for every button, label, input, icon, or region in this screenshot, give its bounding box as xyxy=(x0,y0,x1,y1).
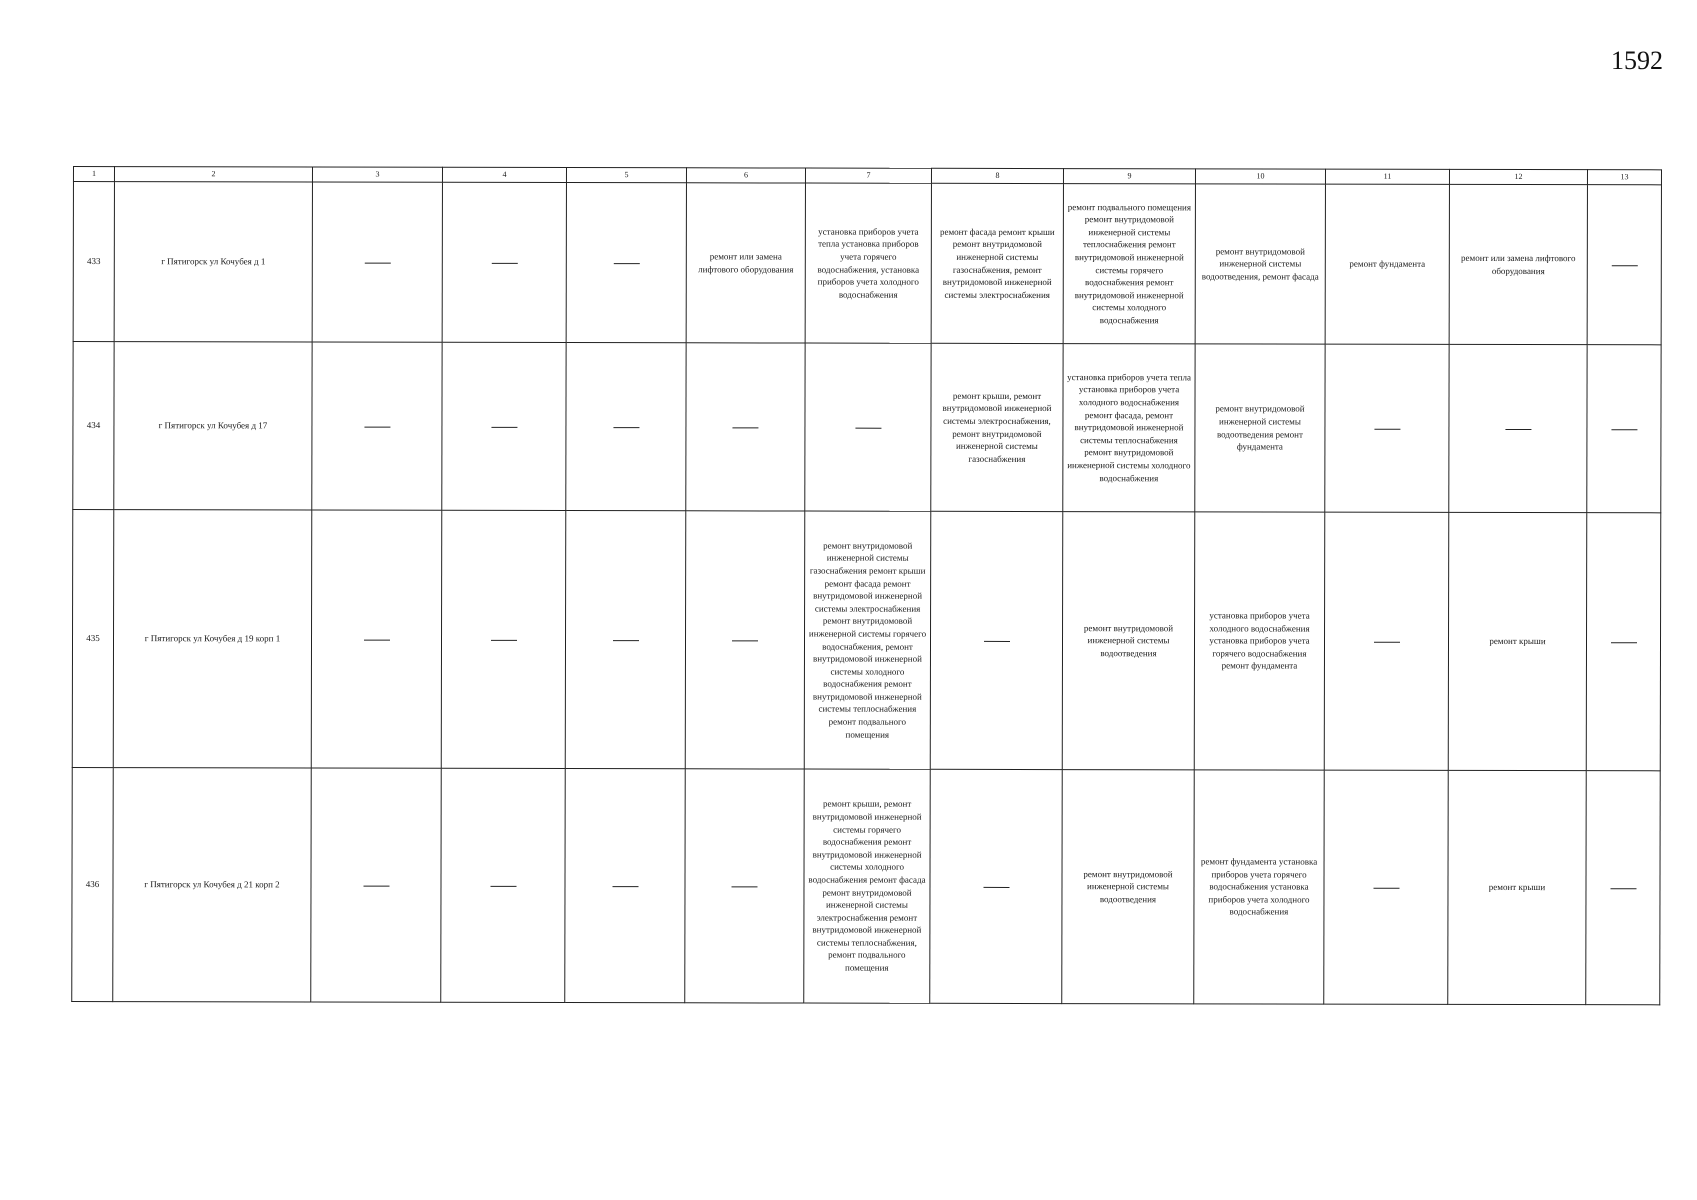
cell-dash xyxy=(311,510,442,768)
work-text: ремонт внутридомовой инженерной системы водоотведения, ремонт фасада xyxy=(1201,246,1319,282)
work-text: ремонт внутридомовой инженерной системы водоотведения ремонт фундамента xyxy=(1215,403,1305,452)
cell-dash xyxy=(566,343,686,511)
cell-dash xyxy=(1586,771,1660,1005)
column-header: 3 xyxy=(312,167,442,182)
cell-dash xyxy=(686,343,805,511)
dash-mark xyxy=(1373,887,1399,888)
cell-dash xyxy=(1325,344,1449,512)
repair-plan-table xyxy=(71,166,1662,1005)
dash-mark xyxy=(612,886,638,887)
dash-mark xyxy=(490,886,516,887)
cell-dash xyxy=(805,343,931,511)
cell-dash xyxy=(441,510,566,768)
work-text: ремонт или замена лифтового оборудования xyxy=(1461,252,1576,276)
cell-work xyxy=(931,343,1063,511)
cell-work xyxy=(805,183,931,343)
dash-mark xyxy=(613,263,639,264)
cell-dash xyxy=(1587,185,1661,345)
cell-dash xyxy=(685,511,805,769)
dash-mark xyxy=(364,639,390,640)
dash-mark xyxy=(491,640,517,641)
cell-dash xyxy=(1587,345,1661,513)
work-text: ремонт подвального помещения ремонт внутридомовой инженерной системы теплоснабжения ремонт внутридомовой инженерной системы горячего водоснабжения ремонт внутридомовой инженерной системы холодного водоснабжения xyxy=(1067,201,1192,326)
work-text: установка приборов учета холодного водоснабжения установка приборов учета горячего водоснабжения ремонт фундамента xyxy=(1209,610,1310,671)
cell-work xyxy=(1063,184,1195,344)
work-text: ремонт фундамента xyxy=(1349,258,1426,270)
table-row xyxy=(72,767,1660,1004)
dash-mark xyxy=(855,427,881,428)
cell-work xyxy=(1194,770,1324,1004)
row-number: 435 xyxy=(72,510,114,768)
table-row xyxy=(73,342,1661,513)
cell-dash xyxy=(565,511,686,769)
dash-mark xyxy=(1611,265,1637,266)
work-text: ремонт фасада ремонт крыши ремонт внутридомовой инженерной системы газоснабжения, ремонт внутридомовой инженерной системы электроснабжения xyxy=(939,226,1055,300)
column-header: 5 xyxy=(566,168,686,183)
column-header: 7 xyxy=(805,168,931,183)
cell-dash xyxy=(312,342,442,510)
table-row xyxy=(72,510,1661,771)
cell-work xyxy=(931,183,1063,343)
column-header: 12 xyxy=(1449,169,1587,184)
cell-dash xyxy=(565,769,685,1003)
cell-work xyxy=(1063,344,1195,512)
cell-work xyxy=(1448,770,1586,1004)
column-header: 8 xyxy=(931,168,1063,183)
dash-mark xyxy=(491,263,517,264)
cell-work xyxy=(1325,184,1449,344)
cell-work xyxy=(1194,512,1325,770)
cell-work xyxy=(1448,512,1587,770)
cell-work xyxy=(1195,344,1325,512)
work-text: ремонт крыши, ремонт внутридомовой инженерной системы электроснабжения, ремонт внутридомовой инженерной системы газоснабжения xyxy=(942,390,1052,464)
cell-dash xyxy=(1449,344,1587,512)
dash-mark xyxy=(984,641,1010,642)
dash-mark xyxy=(1611,642,1637,643)
work-text: ремонт внутридомовой инженерной системы газоснабжения ремонт крыши ремонт фасада ремонт внутридомовой инженерной системы электроснабжения ремонт внутридомовой инженерной системы горячего водоснабжения, ремонт внутридомовой инженерной системы холодного водоснабжения ремонт внутридомовой инженерной системы теплоснабжения ремонт подвального помещения xyxy=(808,540,927,740)
column-header: 13 xyxy=(1587,170,1661,185)
cell-dash xyxy=(442,342,566,510)
row-number: 434 xyxy=(73,342,114,510)
row-address: г Пятигорск ул Кочубея д 17 xyxy=(114,342,312,510)
dash-mark xyxy=(731,886,757,887)
cell-dash xyxy=(442,182,566,342)
dash-mark xyxy=(1374,641,1400,642)
work-text: ремонт внутридомовой инженерной системы водоотведения xyxy=(1083,622,1174,659)
cell-dash xyxy=(312,182,442,342)
cell-work xyxy=(1195,184,1325,344)
dash-mark xyxy=(732,640,758,641)
cell-dash xyxy=(1324,770,1448,1004)
work-text: установка приборов учета тепла установка приборов учета холодного водоснабжения ремонт фасада, ремонт внутридомовой инженерной системы теплоснабжения ремонт внутридомовой инженерной системы холодного водоснабжения xyxy=(1067,371,1191,483)
dash-mark xyxy=(491,427,517,428)
dash-mark xyxy=(613,427,639,428)
dash-mark xyxy=(613,640,639,641)
column-header: 9 xyxy=(1063,169,1195,184)
column-header: 1 xyxy=(73,167,114,182)
column-header: 11 xyxy=(1325,169,1449,184)
work-text: ремонт внутридомовой инженерной системы водоотведения xyxy=(1083,868,1173,905)
cell-dash xyxy=(1586,513,1661,771)
row-address: г Пятигорск ул Кочубея д 19 корп 1 xyxy=(113,510,312,768)
cell-dash xyxy=(566,183,686,343)
cell-work xyxy=(804,511,931,769)
row-number: 433 xyxy=(73,182,114,342)
cell-work xyxy=(1062,512,1195,770)
dash-mark xyxy=(1610,888,1636,889)
dash-mark xyxy=(983,887,1009,888)
dash-mark xyxy=(732,427,758,428)
column-header: 2 xyxy=(114,167,312,182)
work-text: ремонт фундамента установка приборов учета горячего водоснабжения установка приборов учета холодного водоснабжения xyxy=(1200,856,1318,917)
dash-mark xyxy=(1374,428,1400,429)
cell-work xyxy=(804,769,930,1003)
column-header: 10 xyxy=(1195,169,1325,184)
cell-work xyxy=(686,183,805,343)
work-text: ремонт или замена лифтового оборудования xyxy=(698,251,794,275)
work-text: ремонт крыши, ремонт внутридомовой инженерной системы горячего водоснабжения ремонт внутридомовой инженерной системы холодного водоснабжения ремонт фасада ремонт внутридомовой инженерной системы электроснабжения ремонт внутридомовой инженерной системы теплоснабжения, ремонт подвального помещения xyxy=(808,798,926,973)
cell-work xyxy=(1449,184,1587,344)
work-text: установка приборов учета тепла установка приборов учета горячего водоснабжения, установка приборов учета холодного водоснабжения xyxy=(817,226,920,300)
dash-mark xyxy=(364,426,390,427)
cell-dash xyxy=(930,511,1063,769)
cell-dash xyxy=(311,768,441,1002)
dash-mark xyxy=(363,885,389,886)
cell-dash xyxy=(685,769,804,1003)
column-header: 4 xyxy=(442,167,566,182)
cell-dash xyxy=(930,769,1062,1003)
dash-mark xyxy=(1505,429,1531,430)
dash-mark xyxy=(364,262,390,263)
work-text: ремонт крыши xyxy=(1489,636,1546,647)
row-address: г Пятигорск ул Кочубея д 21 корп 2 xyxy=(113,768,311,1002)
table-row xyxy=(73,182,1661,345)
row-address: г Пятигорск ул Кочубея д 1 xyxy=(114,182,312,342)
row-number: 436 xyxy=(72,767,113,1001)
cell-work xyxy=(1062,770,1194,1004)
cell-dash xyxy=(441,768,565,1002)
dash-mark xyxy=(1611,429,1637,430)
work-text: ремонт крыши xyxy=(1488,882,1546,893)
column-header: 6 xyxy=(686,168,805,183)
cell-dash xyxy=(1324,512,1449,770)
page-number: 1592 xyxy=(1611,46,1663,75)
